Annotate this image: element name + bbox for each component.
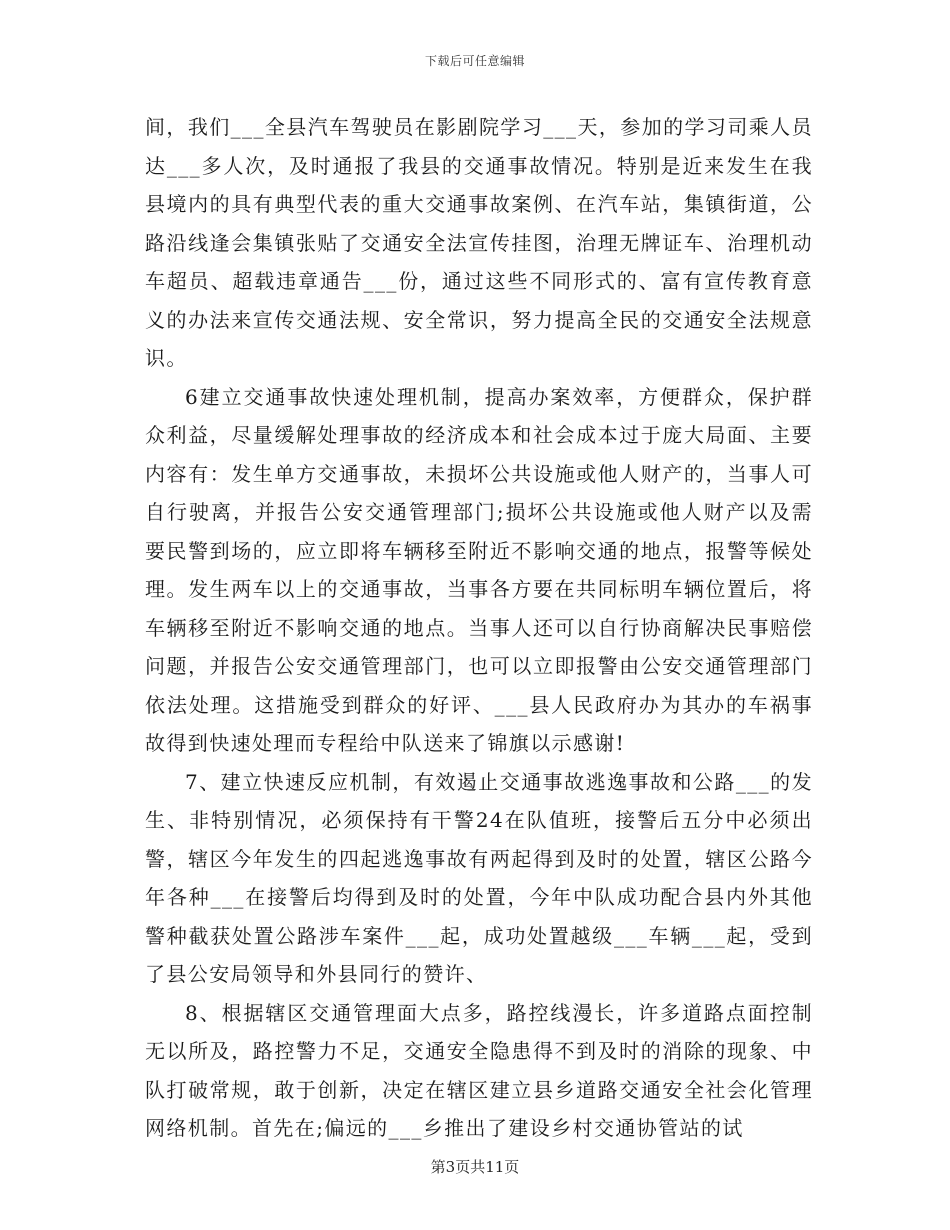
page-number: 第3页共11页 <box>430 1158 520 1176</box>
document-body <box>145 108 813 1148</box>
paragraph-item-6: 6建立交通事故快速处理机制，提高办案效率，方便群众，保护群众利益，尽量缓解处理事故的经济成本和社会成本过于庞大局面、主要内容有：发生单方交通事故，未损坏公共设施或他人财产的，当事人可自行驶离，并报告公安交通管理部门;损坏公共设施或他人财产以及需要民警到场的，应立即将车辆移至附近不影响交通的地点，报警等候处理。发生两车以上的交通事故，当事各方要在共同标明车辆位置后，将车辆移至附近不影响交通的地点。当事人还可以自行协商解决民事赔偿问题，并报告公安交通管理部门，也可以立即报警由公安交通管理部门依法处理。这措施受到群众的好评、___县人民政府办为其办的车祸事故得到快速处理而专程给中队送来了锦旗以示感谢! <box>145 384 813 755</box>
page-header: 下载后可任意编辑 <box>424 54 525 68</box>
paragraph-item-8: 8、根据辖区交通管理面大点多，路控线漫长，许多道路点面控制无以所及，路控警力不足，交通安全隐患得不到及时的消除的现象、中队打破常规，敢于创新，决定在辖区建立县乡道路交通安全社会化管理网络机制。首先在;偏远的___乡推出了建设乡村交通协管站的试 <box>145 1000 813 1140</box>
paragraph-publicity: 间，我们___全县汽车驾驶员在影剧院学习___天，参加的学习司乘人员达___多人次，及时通报了我县的交通事故情况。特别是近来发生在我县境内的具有典型代表的重大交通事故案例、在汽车站，集镇街道，公路沿线逢会集镇张贴了交通安全法宣传挂图，治理无牌证车、治理机动车超员、超载违章通告___份，通过这些不同形式的、富有宣传教育意义的办法来宣传交通法规、安全常识，努力提高全民的交通安全法规意识。 <box>145 115 813 370</box>
paragraph-item-7: 7、建立快速反应机制，有效遏止交通事故逃逸事故和公路___的发生、非特别情况，必须保持有干警24在队值班，接警后五分中必须出警，辖区今年发生的四起逃逸事故有两起得到及时的处置，辖区公路今年各种___在接警后均得到及时的处置，今年中队成功配合县内外其他警种截获处置公路涉车案件___起，成功处置越级___车辆___起，受到了县公安局领导和外县同行的赞许、 <box>145 769 813 986</box>
